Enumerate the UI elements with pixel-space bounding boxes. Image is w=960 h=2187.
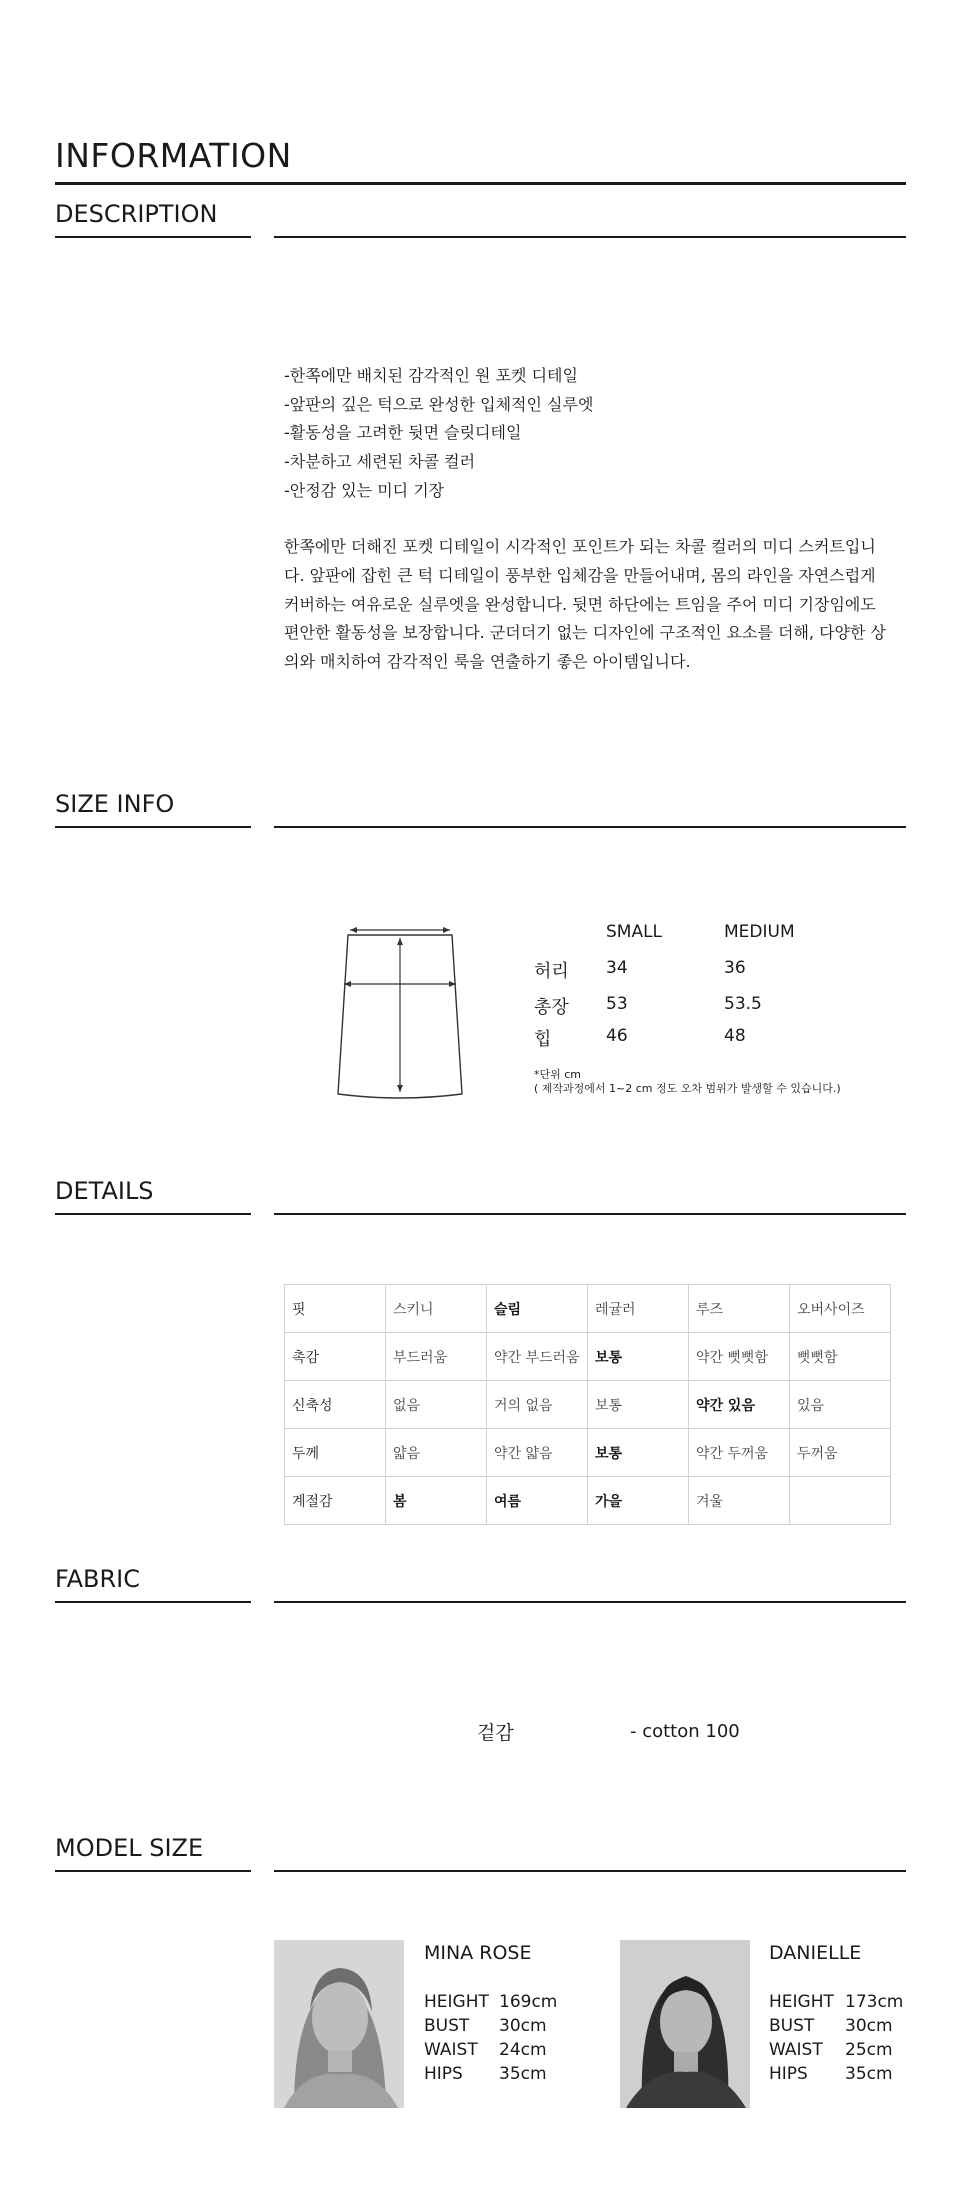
details-row-stretch (285, 1381, 891, 1429)
details-row-touch (285, 1333, 891, 1381)
details-cell: 얇음 (386, 1429, 487, 1477)
model-key: WAIST (769, 2040, 823, 2060)
description-bullet: -활동성을 고려한 뒷면 슬릿디테일 (284, 423, 522, 443)
size-value: 34 (606, 958, 628, 978)
description-bullet: -안정감 있는 미디 기장 (284, 480, 445, 500)
details-cell: 약간 두꺼움 (689, 1429, 790, 1477)
section-title-details: DETAILS (55, 1177, 154, 1205)
section-rule-left (55, 1870, 251, 1872)
details-row-season (285, 1477, 891, 1525)
description-bullet: -한쪽에만 배치된 감각적인 원 포켓 디테일 (284, 366, 578, 385)
details-row-label: 신축성 (285, 1381, 386, 1429)
details-row-label: 계절감 (285, 1477, 386, 1525)
model-name: MINA ROSE (424, 1942, 532, 1964)
section-title-description: DESCRIPTION (55, 200, 218, 228)
model-values (499, 1990, 557, 2086)
section-rule-right (274, 1601, 906, 1603)
model-key: BUST (769, 2016, 815, 2036)
section-title-size-info: SIZE INFO (55, 790, 175, 818)
details-row-label: 촉감 (285, 1333, 386, 1381)
model-key: HEIGHT (424, 1992, 489, 2012)
details-cell: 거의 없음 (487, 1381, 588, 1429)
model-measurements (769, 1990, 834, 2086)
details-cell: 오버사이즈 (790, 1285, 891, 1333)
details-cell-selected: 약간 있음 (689, 1381, 790, 1429)
size-note-tolerance: ( 제작과정에서 1~2 cm 정도 오차 범위가 발생할 수 있습니다.) (534, 1082, 841, 1095)
details-cell-selected: 보통 (588, 1429, 689, 1477)
details-cell-selected: 봄 (386, 1477, 487, 1525)
model-value: 30cm (845, 2016, 893, 2036)
section-rule-right (274, 1213, 906, 1215)
details-cell: 약간 부드러움 (487, 1333, 588, 1381)
size-note (534, 1068, 841, 1096)
details-cell: 루즈 (689, 1285, 790, 1333)
description-paragraph: 한쪽에만 더해진 포켓 디테일이 시각적인 포인트가 되는 차콜 컬러의 미디 스커트입니다. 앞판에 잡힌 큰 턱 디테일이 풍부한 입체감을 만들어내며, 몸의 라인을 자연스럽게 커버하는 여유로운 실루엣을 완성합니다. 뒷면 하단에는 트임을 주어 미디 기장임에도 편안한 활동성을 보장합니다. 군더더기 없는 디자인에 구조적인 요소를 더해, 다양한 상의와 매치하여 감각적인 룩을 연출하기 좋은 아이템입니다. (284, 537, 886, 672)
skirt-diagram (330, 922, 470, 1102)
model-key: WAIST (424, 2040, 478, 2060)
section-rule-right (274, 1870, 906, 1872)
description-bullet: -앞판의 깊은 턱으로 완성한 입체적인 실루엣 (284, 394, 594, 414)
size-value: 46 (606, 1026, 628, 1046)
size-value: 53 (606, 994, 628, 1014)
details-cell: 뻣뻣함 (790, 1333, 891, 1381)
model-photo (274, 1940, 404, 2108)
model-value: 30cm (499, 2016, 547, 2036)
model-value: 35cm (845, 2064, 893, 2084)
details-cell: 스키니 (386, 1285, 487, 1333)
details-cell-selected: 슬림 (487, 1285, 588, 1333)
model-value: 35cm (499, 2064, 547, 2084)
model-name: DANIELLE (769, 1942, 862, 1964)
model-portrait-icon (620, 1940, 750, 2108)
details-cell: 약간 얇음 (487, 1429, 588, 1477)
model-value: 169cm (499, 1992, 558, 2012)
fabric-label: 겉감 (477, 1722, 514, 1744)
section-rule-left (55, 1601, 251, 1603)
size-value: 48 (724, 1026, 746, 1046)
details-cell: 보통 (588, 1381, 689, 1429)
details-cell: 부드러움 (386, 1333, 487, 1381)
section-rule-right (274, 236, 906, 238)
details-cell (790, 1477, 891, 1525)
fabric-value: - cotton 100 (630, 1721, 740, 1742)
model-measurements (424, 1990, 489, 2086)
details-cell-selected: 여름 (487, 1477, 588, 1525)
model-values (845, 1990, 903, 2086)
details-cell-selected: 가을 (588, 1477, 689, 1525)
details-row-fit (285, 1285, 891, 1333)
size-row-label: 총장 (534, 997, 569, 1018)
size-column-small: SMALL (606, 922, 663, 942)
details-cell: 약간 뻣뻣함 (689, 1333, 790, 1381)
model-key: HIPS (769, 2064, 808, 2084)
model-photo (620, 1940, 750, 2108)
details-cell: 두꺼움 (790, 1429, 891, 1477)
size-value: 36 (724, 958, 746, 978)
description-bullets (284, 362, 904, 506)
section-rule-left (55, 826, 251, 828)
details-row-thickness (285, 1429, 891, 1477)
description-bullet: -차분하고 세련된 차콜 컬러 (284, 452, 476, 472)
details-table (284, 1284, 891, 1525)
model-key: HEIGHT (769, 1992, 834, 2012)
section-title-fabric: FABRIC (55, 1565, 140, 1593)
details-cell-selected: 보통 (588, 1333, 689, 1381)
model-key: HIPS (424, 2064, 463, 2084)
size-row-label: 힙 (534, 1029, 552, 1050)
details-row-label: 두께 (285, 1429, 386, 1477)
details-cell: 없음 (386, 1381, 487, 1429)
model-value: 24cm (499, 2040, 547, 2060)
size-column-medium: MEDIUM (724, 922, 795, 942)
model-portrait-icon (274, 1940, 404, 2108)
model-value: 25cm (845, 2040, 893, 2060)
section-rule-left (55, 1213, 251, 1215)
title-divider (55, 182, 906, 185)
size-note-unit: *단위 cm (534, 1068, 582, 1081)
section-rule-right (274, 826, 906, 828)
size-row-label: 허리 (534, 961, 569, 982)
details-cell: 겨울 (689, 1477, 790, 1525)
details-cell: 레귤러 (588, 1285, 689, 1333)
model-key: BUST (424, 2016, 470, 2036)
section-title-model-size: MODEL SIZE (55, 1834, 204, 1862)
model-value: 173cm (845, 1992, 904, 2012)
section-rule-left (55, 236, 251, 238)
size-value: 53.5 (724, 994, 762, 1014)
details-cell: 있음 (790, 1381, 891, 1429)
details-row-label: 핏 (285, 1285, 386, 1333)
page-title: INFORMATION (55, 136, 292, 175)
